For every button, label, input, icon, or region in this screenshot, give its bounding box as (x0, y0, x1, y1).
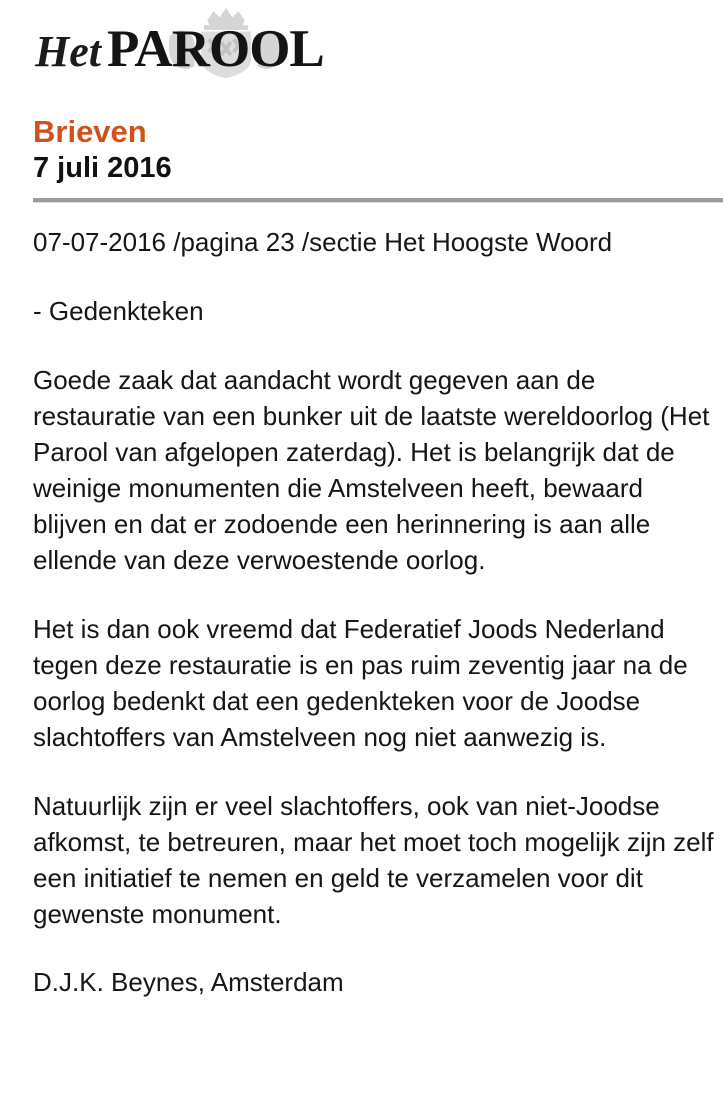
horizontal-divider (33, 198, 723, 203)
article-meta-line: 07-07-2016 /pagina 23 /sectie Het Hoogste Woord (33, 227, 613, 257)
section-title: Brieven (33, 114, 147, 149)
logo-parool-text: PAROOL (106, 20, 324, 78)
letter-paragraph: Natuurlijk zijn er veel slachtoffers, ook van niet-Joodse afkomst, te betreuren, maar het moet toch mogelijk zijn zelf een initiatief te nemen en geld te verzamelen voor dit gewenste monument. (33, 791, 714, 929)
letter-signature: D.J.K. Beynes, Amsterdam (33, 967, 344, 997)
logo-het-text: Het (35, 27, 101, 76)
masthead (35, 14, 355, 78)
newspaper-logo (35, 20, 324, 78)
letter-paragraph: Goede zaak dat aandacht wordt gegeven aan de restauratie van een bunker uit de laatste wereldoorlog (Het Parool van afgelopen zaterdag). Het is belangrijk dat de weinige monumenten die Amstelveen heeft, bewaard blijven en dat er zodoende een herinnering is aan alle ellende van deze verwoestende oorlog. (33, 365, 710, 575)
letter-article (33, 224, 721, 1000)
letter-title: - Gedenkteken (33, 296, 204, 326)
publication-date: 7 juli 2016 (33, 152, 172, 184)
letter-paragraph: Het is dan ook vreemd dat Federatief Joods Nederland tegen deze restauratie is en pas ruim zeventig jaar na de oorlog bedenkt dat een gedenkteken voor de Joodse slachtoffers van Amstelveen nog niet aanwezig is. (33, 614, 688, 752)
